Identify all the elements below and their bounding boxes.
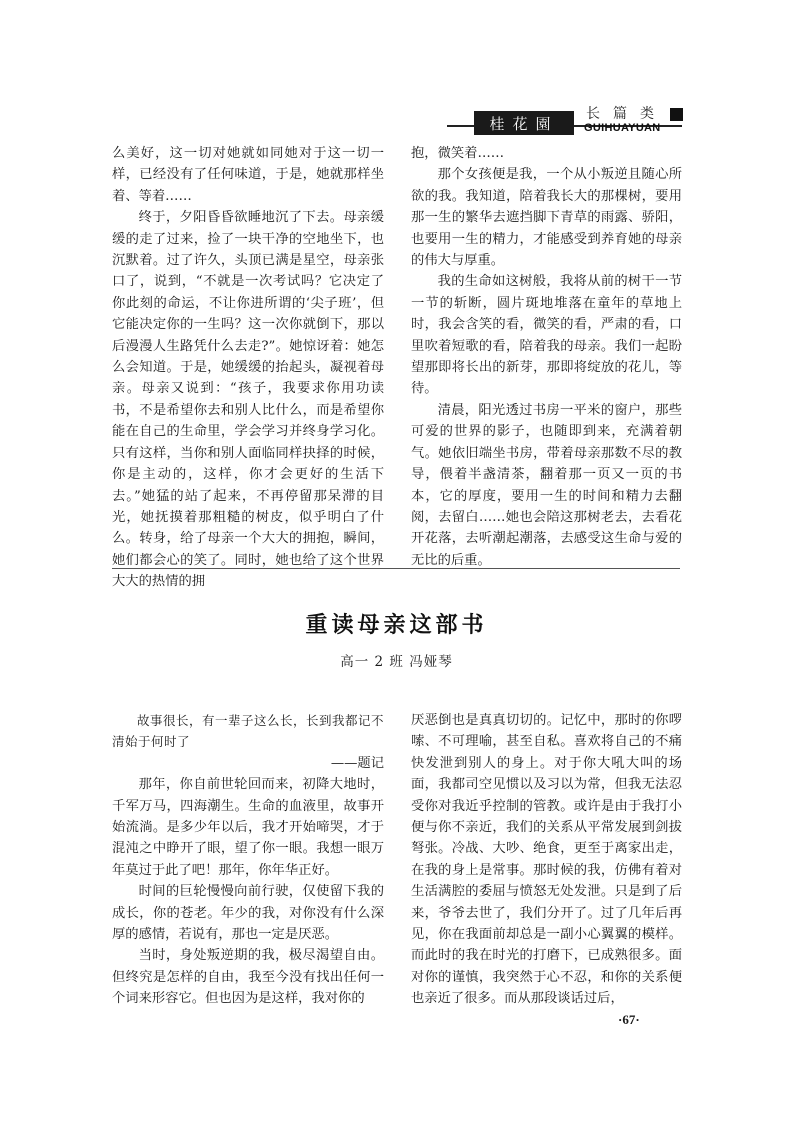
- header-square-mark: [670, 108, 683, 121]
- article-title: 重读母亲这部书: [305, 613, 488, 638]
- article-right-column: [411, 710, 682, 1010]
- top-left-column: [112, 143, 384, 590]
- paragraph: 厌恶倒也是真真切切的。记忆中，那时的你啰嗦、不可理喻，甚至自私。喜欢将自己的不痛快发泄到别人的身上。对于你大吼大叫的场面，我都司空见惯以及习以为常，但我无法忍受你对我近乎控制的管教。或许是由于我打小便与你不亲近，我们的关系从平常发展到剑拔弩张。冷战、大吵、绝食，更至于离家出走，在我的身上是常事。那时候的我，仿佛有着对生活满腔的委屈与愤怒无处发泄。只是到了后来，爷爷去世了，我们分开了。过了几年后再见，你在我面前却总是一副小心翼翼的模样。而此时的我在时光的打磨下，已成熟很多。面对你的谨慎，我突然于心不忍，和你的关系便也亲近了很多。而从那段谈话过后，: [411, 713, 682, 1007]
- epigraph: 故事很长，有一辈子这么长，长到我都记不清始于何时了: [112, 713, 385, 750]
- paragraph: 么美好，这一切对她就如同她对于这一切一样，已经没有了任何味道，于是，她就那样坐着、等着……: [112, 146, 384, 204]
- section-divider: [112, 568, 680, 569]
- page-number: ·67·: [618, 1012, 640, 1027]
- paragraph: 清晨，阳光透过书房一平米的窗户，那些可爱的世界的影子，也随即到来，充满着朝气。她依旧端坐书房，带着母亲那数不尽的教导，偎着半盏清茶，翻着那一页又一页的书本，它的厚度，要用一生的时间和精力去翻阅，去留白……她也会陪这那树老去，去看花开花落，去听潮起潮落，去感受这生命与爱的无比的后重。: [411, 402, 682, 568]
- paragraph: 终于，夕阳昏昏欲睡地沉了下去。母亲缓缓的走了过来，捡了一块干净的空地坐下，也沉默着。过了许久，头顶已满是星空，母亲张口了，说到，“不就是一次考试吗？它决定了你此刻的命运，不让你进所谓的‘尖子班’，但它能决定你的一生吗？这一次你就倒下，那以后漫漫人生路凭什么去走?”。她惊讶着：她怎么会知道。于是，她缓缓的抬起头，凝视着母亲。母亲又说到：“孩子，我要求你用功读书，不是希望你去和别人比什么，而是希望你能在自己的生命里，学会学习并终身学习化。只有这样，当你和别人面临同样抉择的时候，你是主动的，这样，你才会更好的生活下去。”她猛的站了起来，不再停留那呆滞的目光，她抚摸着那粗糙的树皮，似乎明白了什么。转身，给了母亲一个大大的拥抱，瞬间，她们都会心的笑了。同时，她也给了这个世界大大的热情的拥: [112, 210, 384, 590]
- section-category: 长篇类: [586, 106, 667, 122]
- paragraph: 我的生命如这树般，我将从前的树干一节一节的斩断，圆片斑地堆落在童年的草地上时，我会含笑的看，微笑的看，严肃的看，口里吹着短歌的看，陪着我的母亲。我们一起盼望那即将长出的新芽，那即将绽放的花儿，等待。: [411, 274, 682, 397]
- paragraph: 那个女孩便是我，一个从小叛逆且随心所欲的我。我知道，陪着我长大的那棵树，要用那一生的繁华去遮挡脚下青草的雨露、骄阳，也要用一生的精力，才能感受到养育她的母亲的伟大与厚重。: [411, 167, 682, 269]
- paragraph: 时间的巨轮慢慢向前行驶，仅使留下我的成长，你的苍老。年少的我，对你没有什么深厚的感情，若说有，那也一定是厌恶。: [112, 884, 384, 943]
- paragraph: 抱，微笑着……: [411, 146, 505, 161]
- paragraph: 当时，身处叛逆期的我，极尽渴望自由。但终究是怎样的自由，我至今没有找出任何一个词来形容它。但也因为是这样，我对你的: [112, 948, 384, 1007]
- article-byline: 高一 2 班 冯娅琴: [340, 654, 453, 670]
- section-badge: 桂花園: [474, 111, 574, 135]
- section-english-name: GUIHUAYUAN: [584, 122, 661, 134]
- epigraph-source: ——题记: [330, 755, 384, 771]
- top-right-column: [411, 143, 682, 568]
- paragraph: 那年，你自前世轮回而来，初降大地时，千军万马，四海潮生。生命的血液里，故事开始流淌。是多少年以后，我才开始啼哭，才于混沌之中睁开了眼，望了你一眼。我想一眼万年莫过于此了吧！那年，你年华正好。: [112, 777, 384, 878]
- article-left-column: [112, 710, 384, 1010]
